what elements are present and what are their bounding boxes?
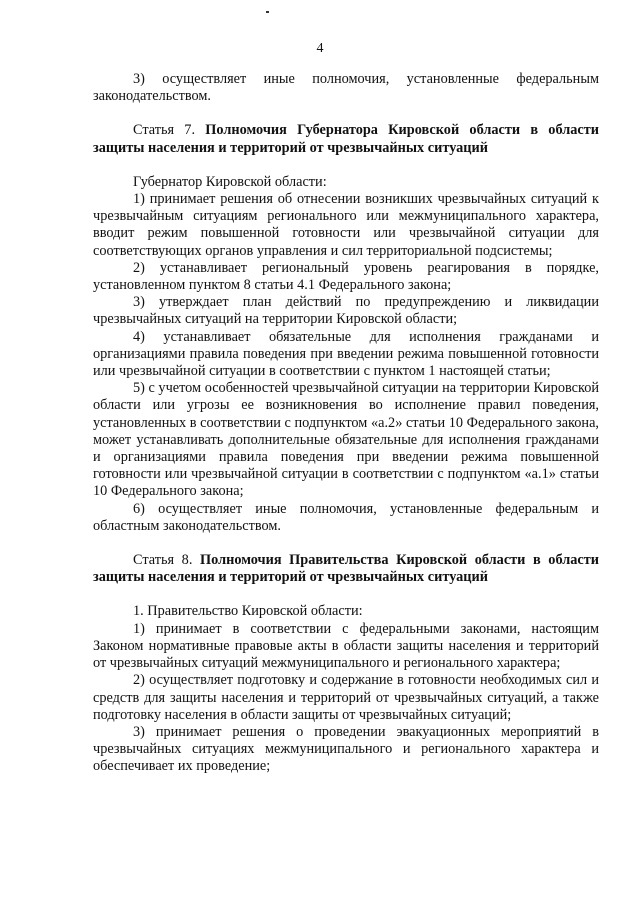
article-8-heading bbox=[93, 552, 599, 586]
article-8-lead: 1. Правительство Кировской области: bbox=[133, 603, 363, 620]
article-7-item: 5) с учетом особенностей чрезвычайной ситуации на территории Кировской области или угрозы ее возникновения во исполнение правил поведения, установленных в соответствии с подпунктом «а.2» статьи 10 Федерального закона, может устанавливать дополнительные обязательные для исполнения гражданами и организациями правила поведения при введении режима повышенной готовности или чрезвычайной ситуации в соответствии с подпунктом «а.1» статьи 10 Федерального закона; bbox=[93, 380, 599, 500]
document-body bbox=[93, 71, 599, 776]
article-7-prefix: Статья 7. bbox=[133, 122, 196, 139]
article-8-title: Полномочия Правительства Кировской области в области защиты населения и территорий от чрезвычайных ситуаций bbox=[93, 552, 600, 586]
article-7-item: 1) принимает решения об отнесении возникших чрезвычайных ситуаций к чрезвычайным ситуациям регионального или межмуниципального характера, вводит режим повышенной готовности или чрезвычайной ситуации для соответствующих органов управления и сил территориальной подсистемы; bbox=[93, 191, 599, 259]
article-7-item: 6) осуществляет иные полномочия, установленные федеральным и областным законодательством. bbox=[93, 500, 599, 534]
article-7-item: 2) устанавливает региональный уровень реагирования в порядке, установленном пунктом 8 статьи 4.1 Федерального закона; bbox=[93, 259, 599, 294]
article-8-item: 3) принимает решения о проведении эвакуационных мероприятий в чрезвычайных ситуациях межмуниципального и регионального характера и обеспечивает их проведение; bbox=[93, 723, 599, 775]
article-8-item: 1) принимает в соответствии с федеральными законами, настоящим Законом нормативные правовые акты в области защиты населения и территорий от чрезвычайных ситуаций межмуниципального и регионального характера; bbox=[93, 620, 599, 672]
article-7-title: Полномочия Губернатора Кировской области в области защиты населения и территорий от чрезвычайных ситуаций bbox=[93, 122, 600, 156]
article-8-prefix: Статья 8. bbox=[133, 552, 193, 569]
article-8-item: 2) осуществляет подготовку и содержание в готовности необходимых сил и средств для защиты населения и территорий от чрезвычайных ситуаций, а также подготовку населения в области защиты от чрезвычайных ситуаций; bbox=[93, 672, 599, 723]
intro-paragraph: 3) осуществляет иные полномочия, установленные федеральным законодательством. bbox=[93, 71, 599, 105]
article-7-item: 4) устанавливает обязательные для исполнения гражданами и организациями правила поведения при введении режима повышенной готовности или чрезвычайной ситуации в соответствии с пунктом 1 настоящей статьи; bbox=[93, 328, 599, 380]
article-7-lead: Губернатор Кировской области: bbox=[133, 173, 327, 190]
scan-mark bbox=[266, 11, 269, 13]
article-7-heading bbox=[93, 122, 599, 156]
article-7-item: 3) утверждает план действий по предупреждению и ликвидации чрезвычайных ситуаций на территории Кировской области; bbox=[93, 294, 599, 328]
page-number: 4 bbox=[316, 41, 324, 56]
